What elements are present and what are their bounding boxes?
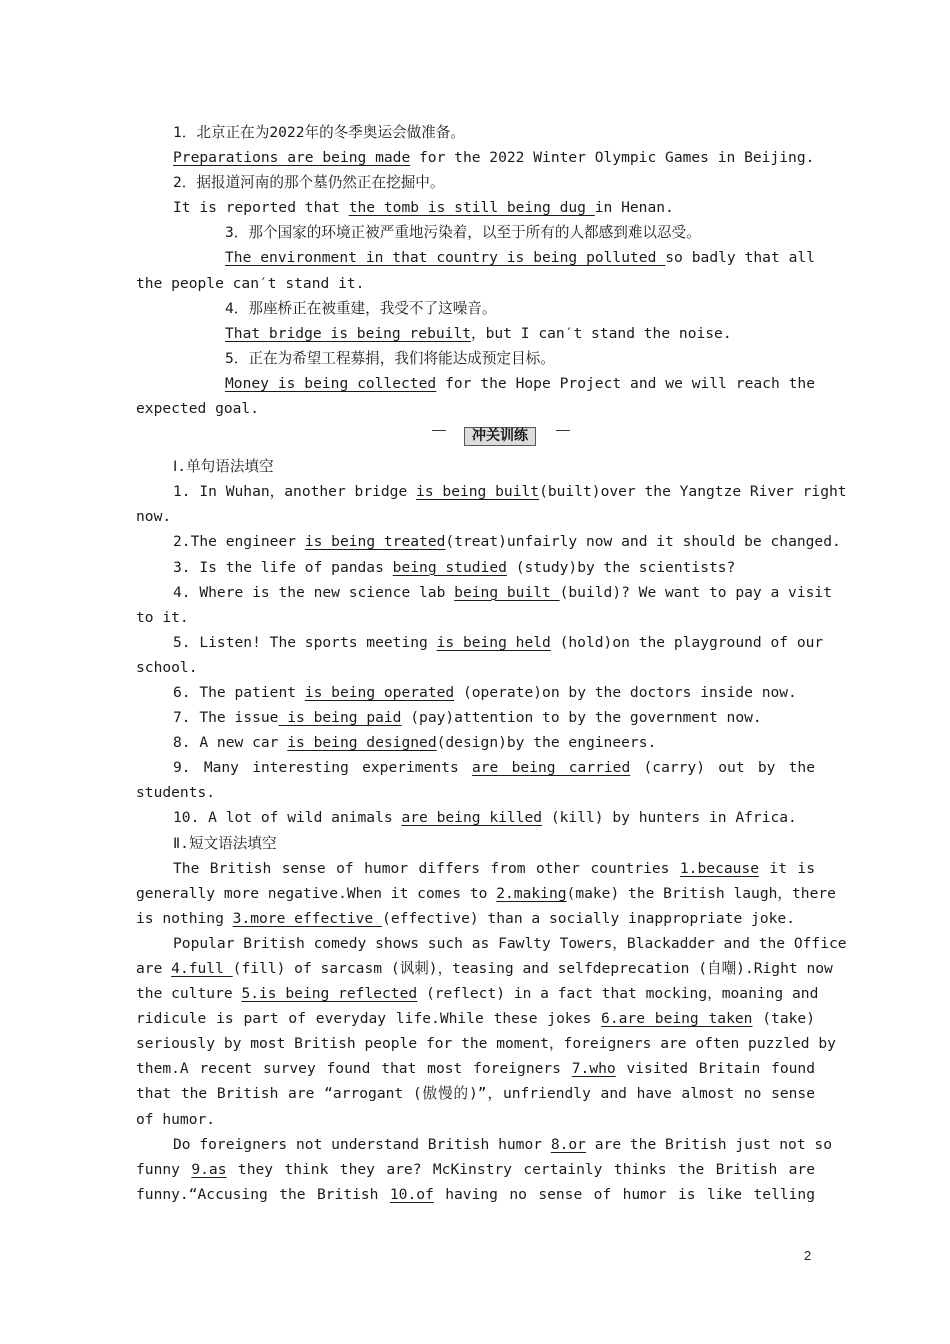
example-3-continuation: the people can′t stand it. xyxy=(136,274,365,292)
exercise-1-continuation: now. xyxy=(136,508,172,526)
passage-line: Do foreigners not understand British humor 8.or are the British just not so xyxy=(173,1135,832,1153)
answer-underline: 9.as xyxy=(191,1160,227,1178)
passage-line: the culture 5.is being reflected (reflect) in a fact that mocking，moaning and xyxy=(136,985,819,1003)
exercise-3: 3. Is the life of pandas being studied (study)by the scientists? xyxy=(173,558,736,576)
exercise-2: 2.The engineer is being treated(treat)unfairly now and it should be changed. xyxy=(173,533,841,551)
section-1-heading: Ⅰ.单句语法填空 xyxy=(173,458,274,476)
exercise-6: 6. The patient is being operated (operate)on by the doctors inside now. xyxy=(173,683,797,701)
answer-underline: 8.or xyxy=(550,1135,586,1153)
passage-line: funny 9.as they think they are? McKinstry certainly thinks the British are xyxy=(136,1160,815,1178)
exercise-1: 1. In Wuhan，another bridge is being built(built)over the Yangtze River right xyxy=(173,483,847,501)
exercise-7: 7. The issue is being paid (pay)attention to by the government now. xyxy=(173,709,762,727)
exercise-4-continuation: to it. xyxy=(136,608,189,626)
banner-right-rule xyxy=(556,430,570,431)
example-3-chinese: 3．那个国家的环境正被严重地污染着，以至于所有的人都感到难以忍受。 xyxy=(225,224,701,242)
answer-underline: 1.because xyxy=(679,859,759,877)
example-5-chinese: 5．正在为希望工程募捐，我们将能达成预定目标。 xyxy=(225,349,555,367)
example-3-english: The environment in that country is being polluted so badly that all xyxy=(225,249,815,267)
answer-underline: The environment in that country is being polluted xyxy=(225,249,666,267)
answer-underline: 5.is being reflected xyxy=(241,985,418,1003)
answer-underline: That bridge is being rebuilt xyxy=(225,324,472,342)
example-1-english: Preparations are being made for the 2022 Winter Olympic Games in Beijing. xyxy=(173,149,815,167)
document-page xyxy=(136,120,847,1207)
answer-underline: being built xyxy=(454,583,560,601)
example-4-english: That bridge is being rebuilt，but I can′t stand the noise. xyxy=(225,324,732,342)
answer-underline: 4.full xyxy=(171,960,233,977)
answer-underline: is being treated xyxy=(304,533,446,551)
passage-line: The British sense of humor differs from other countries 1.because it is xyxy=(173,859,816,877)
answer-underline: 3.more effective xyxy=(232,909,383,927)
answer-underline: 6.are being taken xyxy=(601,1010,753,1028)
passage-line: that the British are “arrogant (傲慢的)”，unfriendly and have almost no sense xyxy=(136,1085,815,1103)
exercise-4: 4. Where is the new science lab being built (build)? We want to pay a visit xyxy=(173,583,832,601)
answer-underline: is being operated xyxy=(304,683,455,701)
answer-underline: are being carried xyxy=(471,759,631,777)
answer-underline: is being built xyxy=(416,483,540,501)
passage-line: seriously by most British people for the moment，foreigners are often puzzled by xyxy=(136,1035,836,1053)
example-5-continuation: expected goal. xyxy=(136,400,260,418)
example-2-chinese: 2．据报道河南的那个墓仍然正在挖掘中。 xyxy=(173,174,445,192)
passage-line: are 4.full (fill) of sarcasm (讽刺)，teasing and selfdeprecation (自嘲).Right now xyxy=(136,960,833,977)
answer-underline: 7.who xyxy=(571,1060,616,1078)
exercise-5-continuation: school. xyxy=(136,658,198,676)
section-2-heading: Ⅱ.短文语法填空 xyxy=(173,834,277,852)
answer-underline: the tomb is still being dug xyxy=(348,199,595,217)
example-5-english: Money is being collected for the Hope Project and we will reach the xyxy=(225,374,815,392)
exercise-5: 5. Listen! The sports meeting is being held (hold)on the playground of our xyxy=(173,633,824,651)
passage-line: of humor. xyxy=(136,1110,216,1128)
answer-underline: are being killed xyxy=(401,809,543,827)
answer-underline: 2.making xyxy=(496,884,567,902)
exercise-8: 8. A new car is being designed(design)by the engineers. xyxy=(173,734,657,752)
passage-line: Popular British comedy shows such as Fawlty Towers，Blackadder and the Office xyxy=(173,934,847,952)
answer-underline: Preparations are being made xyxy=(173,149,411,167)
page-number: 2 xyxy=(804,1248,812,1263)
exercise-9: 9. Many interesting experiments are being carried (carry) out by the xyxy=(173,759,816,777)
answer-underline: Money is being collected xyxy=(225,374,437,392)
answer-underline: 10.of xyxy=(389,1185,434,1203)
passage-line: generally more negative.When it comes to 2.making(make) the British laugh，there xyxy=(136,884,836,902)
exercise-9-continuation: students. xyxy=(136,784,216,802)
passage-line: is nothing 3.more effective (effective) than a socially inappropriate joke. xyxy=(136,909,795,927)
passage-line: them.A recent survey found that most foreigners 7.who visited Britain found xyxy=(136,1060,815,1078)
passage-line: funny.“Accusing the British 10.of having no sense of humor is like telling xyxy=(136,1185,816,1203)
answer-underline: is being paid xyxy=(278,709,402,727)
passage-line: ridicule is part of everyday life.While these jokes 6.are being taken (take) xyxy=(136,1010,815,1028)
exercise-10: 10. A lot of wild animals are being killed (kill) by hunters in Africa. xyxy=(173,809,797,827)
example-4-chinese: 4．那座桥正在被重建，我受不了这噪音。 xyxy=(225,299,497,317)
banner-title: 冲关训练 xyxy=(464,427,536,446)
example-1-chinese: 1．北京正在为2022年的冬季奥运会做准备。 xyxy=(173,124,466,141)
example-2-english: It is reported that the tomb is still being dug in Henan. xyxy=(173,199,674,217)
answer-underline: being studied xyxy=(392,558,507,576)
section-banner xyxy=(136,421,815,454)
banner-left-rule xyxy=(432,430,446,431)
answer-underline: is being designed xyxy=(287,734,437,752)
answer-underline: is being held xyxy=(436,633,551,651)
